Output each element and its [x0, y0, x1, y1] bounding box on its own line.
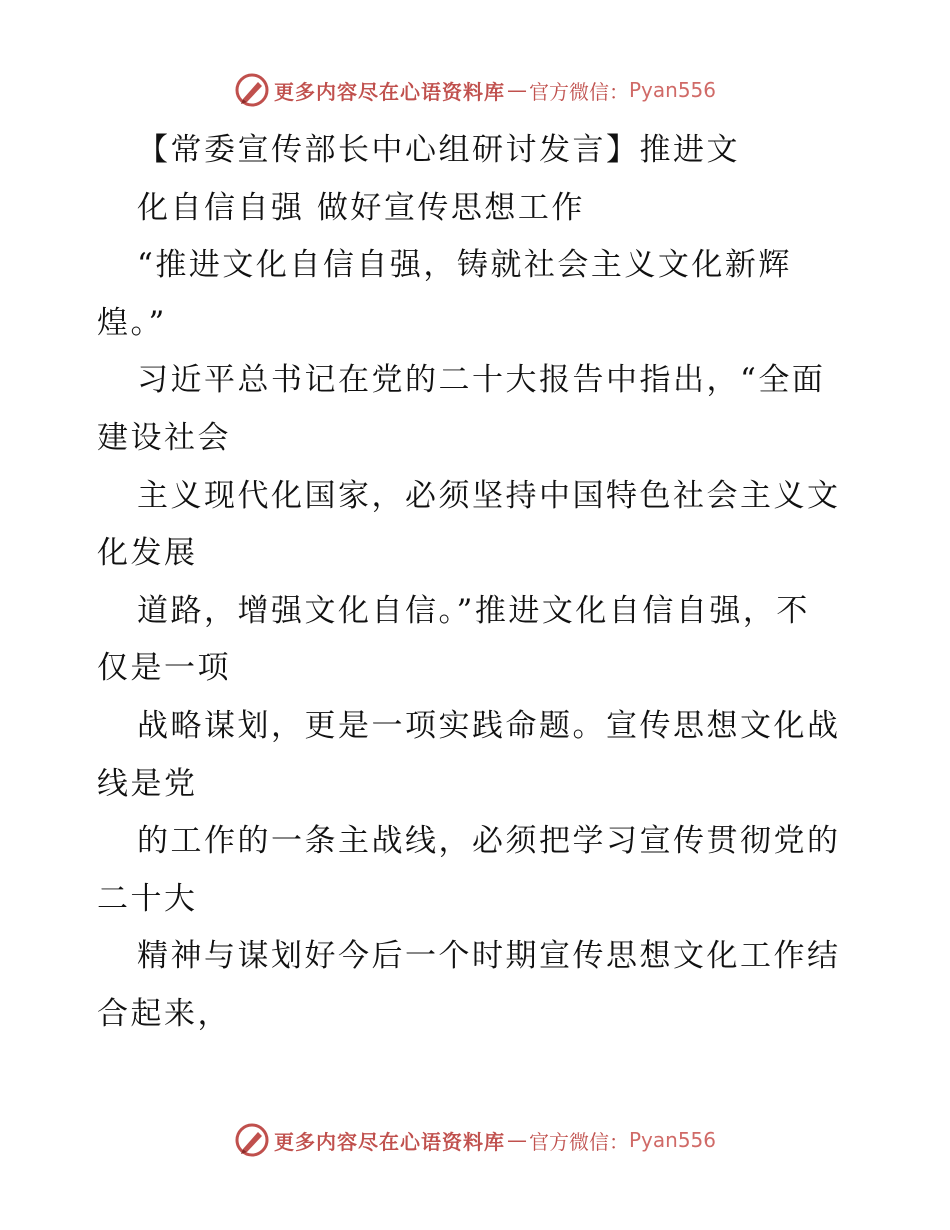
- text-line: 二十大: [97, 880, 198, 917]
- header-banner: [0, 70, 950, 110]
- text-line: 建设社会: [97, 419, 231, 456]
- text-line: 化自信自强 做好宣传思想工作: [137, 189, 585, 226]
- text-line: 【常委宣传部长中心组研讨发言】推进文: [137, 132, 740, 168]
- text-line: 习近平总书记在党的二十大报告中指出，“全面: [137, 362, 826, 399]
- text-line: 煌。”: [97, 304, 167, 341]
- banner-wechat-id: Pyan556: [628, 1128, 716, 1152]
- text-line: 仅是一项: [97, 650, 231, 687]
- pen-logo-icon: [234, 72, 270, 108]
- banner-separator: —: [506, 1128, 527, 1152]
- text-line: 的工作的一条主战线，必须把学习宣传贯彻党的: [137, 823, 841, 860]
- text-line: 道路，增强文化自信。”推进文化自信自强，不: [137, 592, 810, 629]
- text-line: 合起来，: [97, 995, 231, 1032]
- text-line: 精神与谋划好今后一个时期宣传思想文化工作结: [137, 938, 841, 975]
- banner-wechat-label: 官方微信：: [528, 79, 629, 104]
- banner-wechat-label: 官方微信：: [528, 1129, 629, 1154]
- text-line: 化发展: [97, 535, 198, 572]
- banner-separator: —: [506, 78, 527, 102]
- banner-site-name: 更多内容尽在心语资料库: [273, 79, 505, 104]
- footer-banner: [0, 1120, 950, 1160]
- banner-site-name: 更多内容尽在心语资料库: [273, 1129, 505, 1154]
- document-body: [97, 122, 857, 1044]
- text-line: “推进文化自信自强，铸就社会主义文化新辉: [137, 247, 792, 284]
- text-line: 战略谋划，更是一项实践命题。宣传思想文化战: [137, 707, 841, 744]
- banner-wechat-id: Pyan556: [628, 78, 716, 102]
- text-line: 线是党: [97, 765, 198, 802]
- text-line: 主义现代化国家，必须坚持中国特色社会主义文: [137, 477, 841, 514]
- pen-logo-icon: [234, 1122, 270, 1158]
